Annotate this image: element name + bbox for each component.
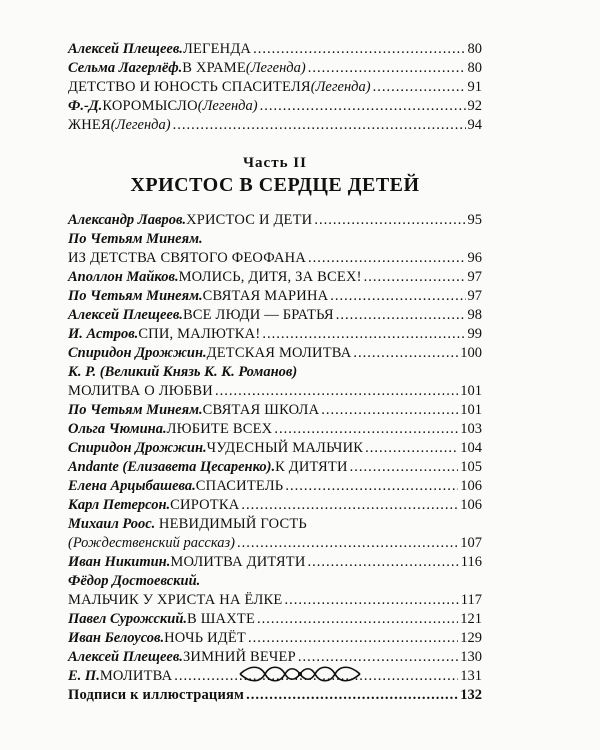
toc-entry[interactable]	[68, 572, 482, 610]
toc-entry[interactable]	[68, 477, 482, 496]
toc-title: СПИ, МАЛЮТКА!	[138, 326, 261, 342]
toc-entry[interactable]	[68, 401, 482, 420]
toc-author: Спиридон Дрожжин.	[68, 345, 207, 361]
toc-author: Елена Арцыбашева.	[68, 478, 196, 494]
dot-leader	[285, 477, 458, 496]
toc-title: ЖНЕЯ	[68, 117, 111, 133]
toc-title: МОЛИТВА О ЛЮБВИ	[68, 383, 213, 399]
toc-entry-preline	[68, 515, 482, 534]
toc-entry-line	[68, 401, 482, 420]
toc-page-number: 96	[467, 250, 482, 266]
toc-subtitle: (Рождественский рассказ)	[68, 535, 235, 551]
toc-author: К. Р. (Великий Князь К. К. Романов)	[68, 364, 298, 380]
toc-page-number: 132	[460, 687, 482, 703]
toc-page-number: 105	[460, 459, 482, 475]
part-label: Часть II	[243, 155, 307, 171]
toc-title: ЧУДЕСНЫЙ МАЛЬЧИК	[206, 440, 364, 456]
toc-part1	[68, 40, 482, 135]
dot-leader	[336, 306, 466, 325]
toc-title: СВЯТАЯ ШКОЛА	[202, 402, 320, 418]
flourish-ornament-icon	[0, 663, 600, 690]
toc-author: Михаил Роос.	[68, 516, 156, 532]
toc-author: Иван Никитин.	[68, 554, 171, 570]
toc-page-number: 131	[460, 668, 482, 684]
toc-page-number: 80	[467, 41, 482, 57]
toc-subtitle: (Легенда)	[310, 79, 371, 95]
toc-entry-line	[68, 458, 482, 477]
toc-part2	[68, 211, 482, 705]
toc-title: СВЯТАЯ МАРИНА	[202, 288, 329, 304]
toc-author: Алексей Плещеев.	[68, 41, 183, 57]
toc-entry[interactable]	[68, 458, 482, 477]
toc-subtitle: (Легенда)	[197, 98, 258, 114]
toc-author: Карл Петерсон.	[68, 497, 171, 513]
toc-entry-line	[68, 40, 482, 59]
toc-author: Сельма Лагерлёф.	[68, 60, 183, 76]
toc-entry-line	[68, 591, 482, 610]
toc-page-number: 92	[467, 98, 482, 114]
toc-entry-line	[68, 553, 482, 572]
toc-entry[interactable]	[68, 59, 482, 78]
toc-author: Павел Сурожский.	[68, 611, 188, 627]
toc-author: По Четьям Минеям.	[68, 288, 203, 304]
dot-leader	[308, 249, 465, 268]
dot-leader	[353, 344, 458, 363]
dot-leader	[257, 610, 458, 629]
toc-entry-line	[68, 325, 482, 344]
toc-title: ВСЕ ЛЮДИ — БРАТЬЯ	[182, 307, 334, 323]
toc-entry-line	[68, 477, 482, 496]
toc-author: По Четьям Минеям.	[68, 231, 203, 247]
toc-title: К ДИТЯТИ	[275, 459, 348, 475]
toc-entry[interactable]	[68, 116, 482, 135]
toc-entry[interactable]	[68, 629, 482, 648]
toc-entry-line	[68, 496, 482, 515]
toc-title: ХРИСТОС И ДЕТИ	[186, 212, 313, 228]
dot-leader	[365, 439, 458, 458]
part-title: ХРИСТОС В СЕРДЦЕ ДЕТЕЙ	[130, 174, 420, 196]
toc-title: МОЛИСЬ, ДИТЯ, ЗА ВСЕХ!	[178, 269, 362, 285]
toc-author: Иван Белоусов.	[68, 630, 165, 646]
toc-entry-line	[68, 97, 482, 116]
toc-entry-preline	[68, 230, 482, 249]
toc-author: Алексей Плещеев.	[68, 307, 183, 323]
toc-page-number: 117	[460, 592, 482, 608]
toc-entry-line	[68, 59, 482, 78]
toc-page-number: 101	[460, 402, 482, 418]
toc-entry-line	[68, 211, 482, 230]
dot-leader	[260, 97, 466, 116]
toc-page-number: 121	[460, 611, 482, 627]
toc-title: ИЗ ДЕТСТВА СВЯТОГО ФЕОФАНА	[68, 250, 307, 266]
toc-author: Александр Лавров.	[68, 212, 187, 228]
toc-page-number: 106	[460, 497, 482, 513]
toc-title: НОЧЬ ИДЁТ	[164, 630, 246, 646]
toc-entry-line	[68, 534, 482, 553]
toc-page-number: 106	[460, 478, 482, 494]
toc-author: Е. П.	[68, 668, 100, 684]
toc-entry[interactable]	[68, 306, 482, 325]
toc-title: В ШАХТЕ	[187, 611, 255, 627]
toc-title: МОЛИТВА	[99, 668, 173, 684]
toc-title: СИРОТКА	[170, 497, 240, 513]
toc-title: КОРОМЫСЛО	[102, 98, 198, 114]
toc-entry[interactable]	[68, 496, 482, 515]
toc-entry-line	[68, 249, 482, 268]
toc-entry[interactable]	[68, 78, 482, 97]
toc-entry[interactable]	[68, 230, 482, 268]
toc-entry[interactable]	[68, 40, 482, 59]
toc-title: МАЛЬЧИК У ХРИСТА НА ЁЛКЕ	[68, 592, 283, 608]
toc-author: Ольга Чюмина.	[68, 421, 167, 437]
toc-page-number: 97	[467, 269, 482, 285]
toc-author: По Четьям Минеям.	[68, 402, 203, 418]
toc-entry-line	[68, 382, 482, 401]
toc-subtitle: (Легенда)	[110, 117, 171, 133]
toc-entry[interactable]	[68, 268, 482, 287]
toc-entry[interactable]	[68, 439, 482, 458]
toc-entry-line	[68, 344, 482, 363]
dot-leader	[248, 629, 458, 648]
toc-page-number: 100	[460, 345, 482, 361]
toc-author: Аполлон Майков.	[68, 269, 179, 285]
dot-leader	[308, 59, 466, 78]
toc-title: НЕВИДИМЫЙ ГОСТЬ	[158, 516, 307, 532]
toc-entry-line	[68, 116, 482, 135]
toc-page-number: 130	[460, 649, 482, 665]
toc-title: Подписи к иллюстрациям	[68, 687, 245, 703]
toc-page-number: 97	[467, 288, 482, 304]
toc-author: И. Астров.	[68, 326, 139, 342]
toc-entry-line	[68, 439, 482, 458]
toc-entry-line	[68, 420, 482, 439]
toc-entry[interactable]	[68, 553, 482, 572]
toc-page-number: 103	[460, 421, 482, 437]
toc-author: Фёдор Достоевский.	[68, 573, 201, 589]
toc-page-number: 104	[460, 440, 482, 456]
toc-entry[interactable]	[68, 344, 482, 363]
toc-entry[interactable]	[68, 515, 482, 553]
dot-leader	[215, 382, 458, 401]
dot-leader	[330, 287, 465, 306]
dot-leader	[373, 78, 466, 97]
toc-entry[interactable]	[68, 97, 482, 116]
toc-title: МОЛИТВА ДИТЯТИ	[170, 554, 306, 570]
dot-leader	[314, 211, 465, 230]
toc-author: Andante (Елизавета Цесаренко).	[68, 459, 276, 475]
dot-leader	[364, 268, 466, 287]
dot-leader	[253, 40, 465, 59]
toc-page-number: 107	[460, 535, 482, 551]
toc-title: СПАСИТЕЛЬ	[195, 478, 284, 494]
toc-title: ДЕТСТВО И ЮНОСТЬ СПАСИТЕЛЯ	[68, 79, 311, 95]
toc-author: Алексей Плещеев.	[68, 649, 183, 665]
toc-page-number: 101	[460, 383, 482, 399]
toc-entry[interactable]	[68, 287, 482, 306]
toc-entry[interactable]	[68, 325, 482, 344]
toc-entry-preline	[68, 363, 482, 382]
dot-leader	[284, 591, 458, 610]
toc-page-number: 94	[467, 117, 482, 133]
toc-author: Спиридон Дрожжин.	[68, 440, 207, 456]
toc-page-number: 99	[467, 326, 482, 342]
toc-entry-line	[68, 287, 482, 306]
toc-title: ЛЕГЕНДА	[182, 41, 252, 57]
toc-entry-line	[68, 78, 482, 97]
toc-page-number: 98	[467, 307, 482, 323]
toc-page-number: 80	[467, 60, 482, 76]
toc-entry-line	[68, 306, 482, 325]
dot-leader	[308, 553, 459, 572]
toc-entry-line	[68, 268, 482, 287]
toc-page-number: 91	[467, 79, 482, 95]
toc-title: ЛЮБИТЕ ВСЕХ	[166, 421, 273, 437]
toc-page-number: 95	[467, 212, 482, 228]
dot-leader	[241, 496, 458, 515]
dot-leader	[173, 116, 466, 135]
toc-entry[interactable]	[68, 610, 482, 629]
dot-leader	[237, 534, 458, 553]
toc-entry-preline	[68, 572, 482, 591]
toc-entry-line	[68, 610, 482, 629]
toc-title: В ХРАМЕ	[182, 60, 246, 76]
toc-entry[interactable]	[68, 420, 482, 439]
toc-page-number: 116	[460, 554, 482, 570]
toc-entry[interactable]	[68, 363, 482, 401]
dot-leader	[350, 458, 459, 477]
toc-subtitle: (Легенда)	[245, 60, 306, 76]
toc-author: Ф.-Д.	[68, 98, 103, 114]
dot-leader	[321, 401, 458, 420]
toc-entry[interactable]	[68, 211, 482, 230]
dot-leader	[274, 420, 458, 439]
toc-page-number: 129	[460, 630, 482, 646]
dot-leader	[262, 325, 465, 344]
toc-entry-line	[68, 629, 482, 648]
toc-title: ЗИМНИЙ ВЕЧЕР	[182, 649, 296, 665]
toc-title: ДЕТСКАЯ МОЛИТВА	[206, 345, 352, 361]
